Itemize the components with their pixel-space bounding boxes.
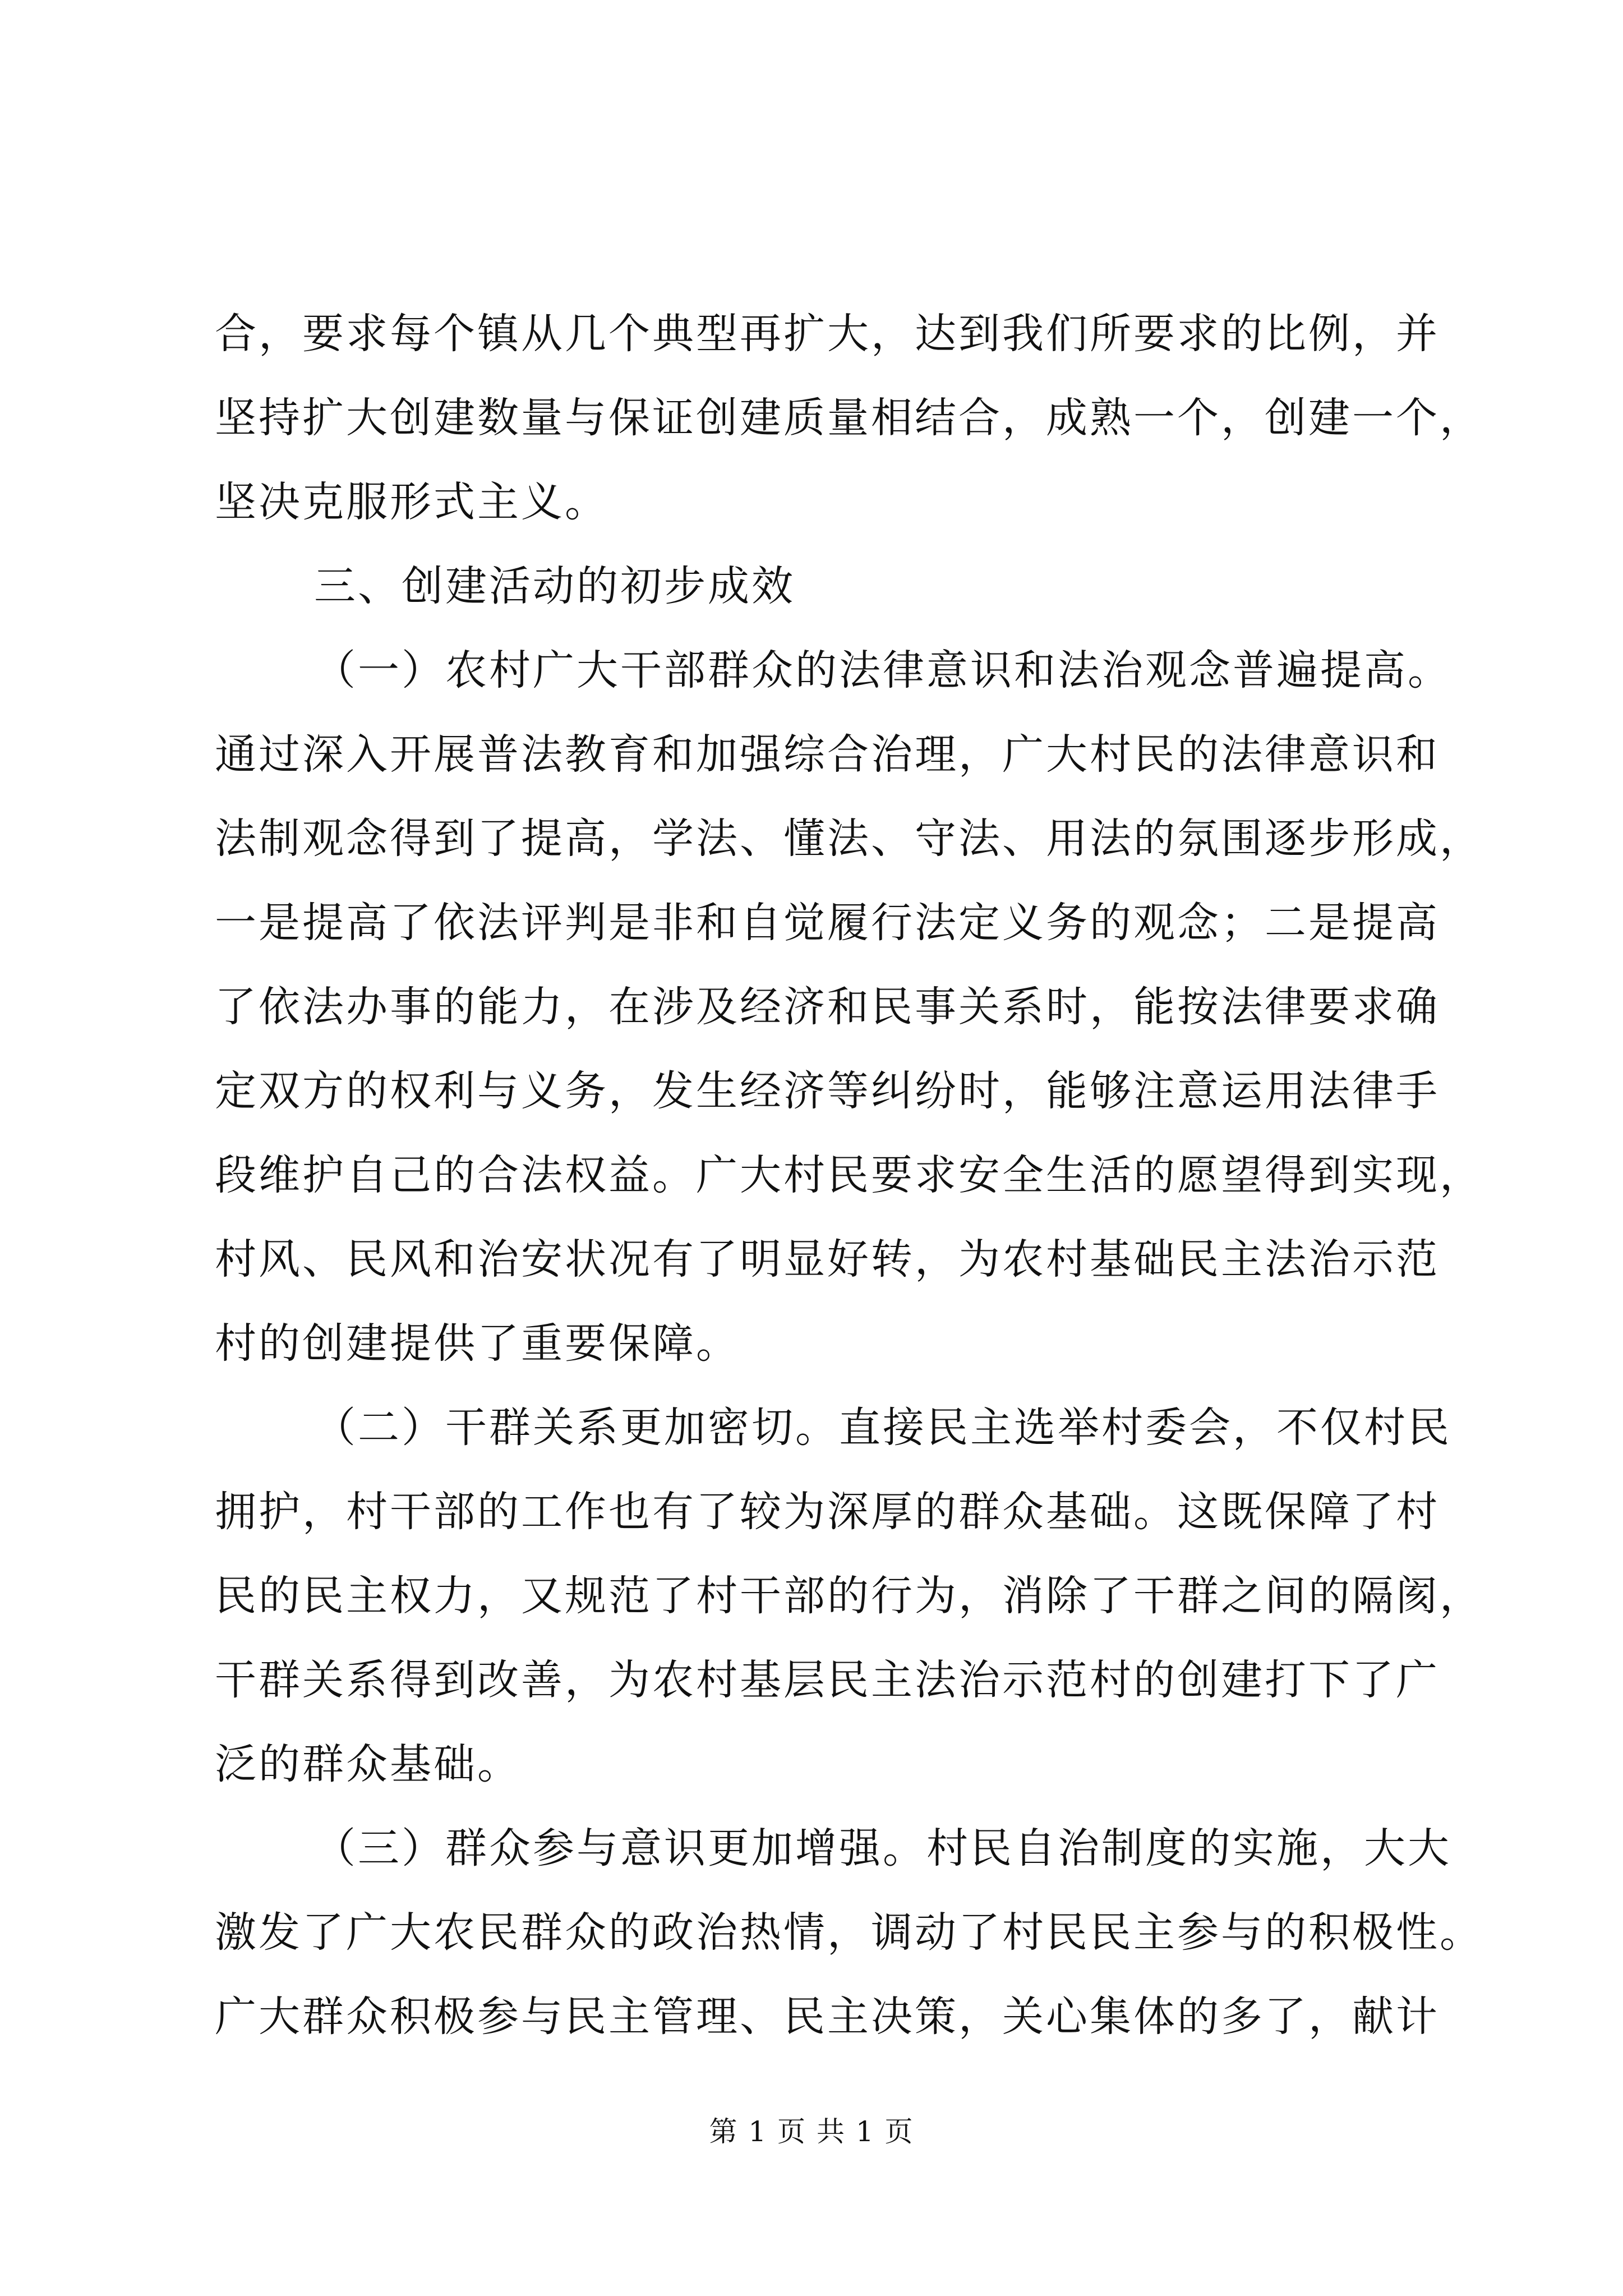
text-line: 合，要求每个镇从几个典型再扩大，达到我们所要求的比例，并: [215, 310, 1440, 358]
text-line: （三）群众参与意识更加增强。村民自治制度的实施，大大: [314, 1824, 1451, 1872]
text-line: 段维护自己的合法权益。广大村民要求安全生活的愿望得到实现，: [215, 1151, 1483, 1199]
text-line: 定双方的权利与义务，发生经济等纠纷时，能够注意运用法律手: [215, 1067, 1440, 1115]
text-line: 一是提高了依法评判是非和自觉履行法定义务的观念；二是提高: [215, 899, 1440, 947]
text-line: 法制观念得到了提高，学法、懂法、守法、用法的氛围逐步形成，: [215, 815, 1483, 863]
text-line: 坚决克服形式主义。: [215, 478, 608, 526]
text-line: 村风、民风和治安状况有了明显好转，为农村基础民主法治示范: [215, 1235, 1440, 1283]
page-footer: 第 1 页 共 1 页: [709, 2115, 914, 2148]
text-line: 广大群众积极参与民主管理、民主决策，关心集体的多了，献计: [215, 1993, 1440, 2041]
text-line: （一）农村广大干部群众的法律意识和法治观念普遍提高。: [314, 646, 1451, 694]
text-line: 村的创建提供了重要保障。: [215, 1319, 740, 1368]
text-line: 激发了广大农民群众的政治热情，调动了村民民主参与的积极性。: [215, 1908, 1483, 1957]
text-line: 泛的群众基础。: [215, 1740, 521, 1788]
text-line: 通过深入开展普法教育和加强综合治理，广大村民的法律意识和: [215, 730, 1440, 779]
text-line: 坚持扩大创建数量与保证创建质量相结合，成熟一个，创建一个，: [215, 394, 1483, 442]
text-line: 民的民主权力，又规范了村干部的行为，消除了干群之间的隔阂，: [215, 1572, 1483, 1620]
text-line: 三、创建活动的初步成效: [314, 562, 795, 610]
text-line: 干群关系得到改善，为农村基层民主法治示范村的创建打下了广: [215, 1656, 1440, 1704]
text-line: 拥护，村干部的工作也有了较为深厚的群众基础。这既保障了村: [215, 1488, 1440, 1536]
text-line: （二）干群关系更加密切。直接民主选举村委会，不仅村民: [314, 1404, 1451, 1452]
text-line: 了依法办事的能力，在涉及经济和民事关系时，能按法律要求确: [215, 983, 1440, 1031]
